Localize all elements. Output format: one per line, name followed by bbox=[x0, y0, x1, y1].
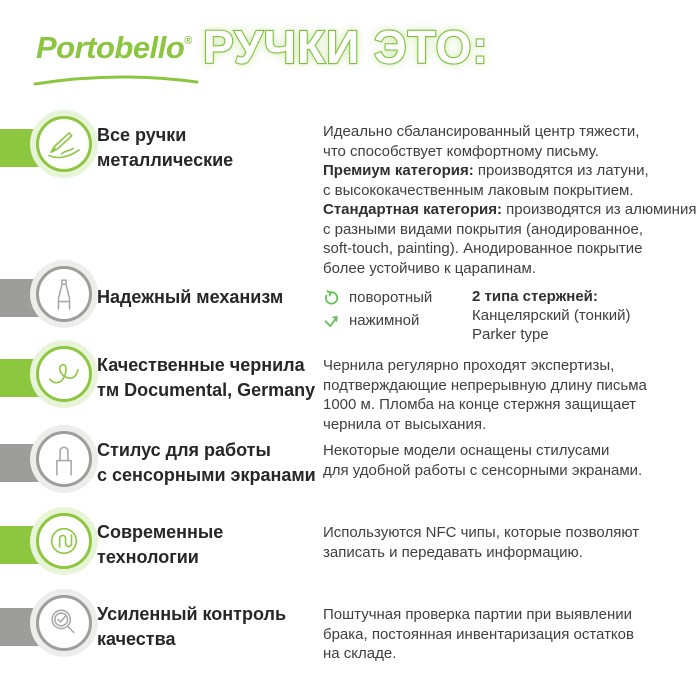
body-text: чернила от высыхания. bbox=[323, 415, 487, 433]
feature-row bbox=[0, 511, 700, 581]
feature-heading: Усиленный контроль качества bbox=[97, 604, 287, 649]
body-text: производятся из латуни, bbox=[473, 162, 649, 179]
refill-type: Канцелярский (тонкий) bbox=[472, 307, 631, 324]
body-text: подтверждающие непрерывную длину письма bbox=[323, 376, 647, 394]
feature-heading: Все ручки металлические bbox=[97, 125, 234, 170]
feature-row bbox=[0, 114, 700, 277]
body-text: с разными видами покрытия (анодированное, bbox=[323, 220, 643, 238]
portobello-logo bbox=[36, 30, 206, 66]
body-text: Чернила регулярно проходят экспертизы, bbox=[323, 357, 615, 374]
feature-row bbox=[0, 264, 700, 343]
feature-heading: Современные технологии bbox=[97, 522, 224, 567]
registered-trademark-icon: ® bbox=[184, 35, 193, 47]
body-text: брака, постоянная инвентаризация остатков bbox=[323, 625, 634, 643]
rotate-arrow-icon bbox=[323, 289, 340, 306]
body-text: Поштучная проверка партии при выявлении bbox=[323, 606, 633, 623]
feature-heading: Надежный механизм bbox=[97, 287, 284, 307]
magnifier-check-icon bbox=[36, 595, 92, 651]
body-text-bold: Премиум категория: bbox=[323, 162, 474, 179]
body-text: с высококачественным лаковым покрытием. bbox=[323, 181, 634, 199]
page-title: РУЧКИ ЭТО: bbox=[203, 21, 489, 73]
mechanism-type-label: нажимной bbox=[349, 311, 420, 329]
body-text: записать и передавать информацию. bbox=[323, 543, 583, 561]
body-text: Идеально сбалансированный центр тяжести, bbox=[323, 123, 640, 140]
pen-tip-icon bbox=[36, 266, 92, 322]
mechanism-type-item bbox=[323, 286, 432, 309]
body-text: 1000 м. Пломба на конце стержня защищает bbox=[323, 396, 637, 413]
logo-text: Portobello bbox=[36, 30, 185, 65]
body-text: Используются NFC чипы, которые позволяют bbox=[323, 524, 640, 541]
writing-hand-icon bbox=[36, 116, 92, 172]
body-text-bold: Стандартная категория: bbox=[323, 201, 502, 218]
refill-types bbox=[472, 287, 630, 344]
feature-description bbox=[323, 441, 700, 480]
feature-description bbox=[323, 122, 700, 278]
refill-type: Parker type bbox=[472, 326, 549, 343]
logo-swoosh-underline bbox=[32, 74, 200, 88]
ink-squiggle-icon bbox=[36, 346, 92, 402]
feature-row bbox=[0, 344, 700, 433]
body-text: на складе. bbox=[323, 645, 397, 662]
mechanism-type-label: поворотный bbox=[349, 288, 433, 306]
mechanism-type-list bbox=[323, 286, 432, 332]
feature-heading: Качественные чернила тм Documental, Germany bbox=[97, 355, 316, 400]
body-text: для удобной работы с сенсорными экранами. bbox=[323, 461, 643, 479]
refill-types-title: 2 типа стержней: bbox=[472, 288, 598, 305]
body-text: более устойчиво к царапинам. bbox=[323, 259, 536, 277]
feature-row bbox=[0, 429, 700, 499]
feature-row bbox=[0, 593, 700, 663]
feature-description bbox=[323, 523, 700, 562]
body-text: производятся из алюминия bbox=[501, 201, 697, 218]
mechanism-type-item bbox=[323, 309, 432, 332]
feature-description bbox=[323, 605, 700, 664]
stylus-icon bbox=[36, 431, 92, 487]
press-arrow-icon bbox=[323, 312, 340, 329]
feature-description bbox=[323, 356, 700, 434]
body-text: что способствует комфортному письму. bbox=[323, 142, 599, 160]
body-text: soft-touch, painting). Анодированное покрытие bbox=[323, 240, 643, 257]
feature-heading: Стилус для работы с сенсорными экранами bbox=[97, 440, 316, 485]
nfc-icon bbox=[36, 513, 92, 569]
body-text: Некоторые модели оснащены стилусами bbox=[323, 442, 610, 459]
